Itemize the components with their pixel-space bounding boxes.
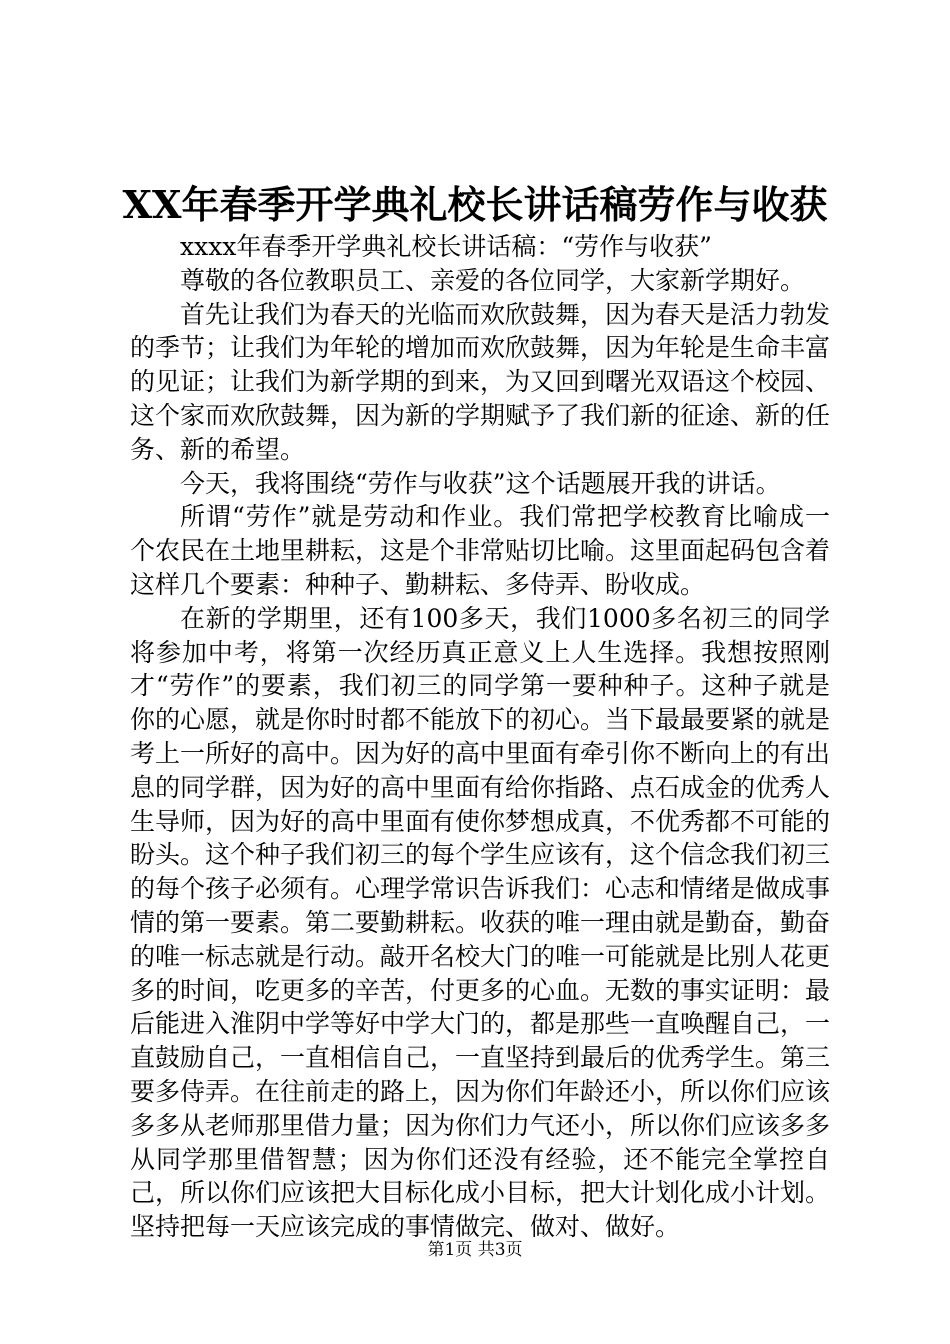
document-title: XX年春季开学典礼校长讲话稿劳作与收获 (122, 182, 828, 227)
document-body (130, 230, 830, 1244)
paragraph-subtitle: xxxx年春季开学典礼校长讲话稿：“劳作与收获” (180, 232, 712, 261)
paragraph-greeting: 尊敬的各位教职员工、亲爱的各位同学，大家新学期好。 (180, 265, 806, 295)
page-number-footer: 第1页 共3页 (427, 1240, 523, 1260)
paragraph-spring: 首先让我们为春天的光临而欢欣鼓舞，因为春天是活力勃发的季节；让我们为年轮的增加而欢欣鼓舞，因为年轮是生命丰富的见证；让我们为新学期的到来，为又回到曙光双语这个校园、这个家而欢欣鼓舞，因为新的学期赋予了我们新的征途、新的任务、新的希望。 (130, 299, 831, 464)
paragraph-topic: 今天，我将围绕“劳作与收获”这个话题展开我的讲话。 (180, 468, 781, 498)
paragraph-labor-definition: 所谓“劳作”就是劳动和作业。我们常把学校教育比喻成一个农民在土地里耕耘，这是个非常贴切比喻。这里面起码包含着这样几个要素：种种子、勤耕耘、多侍弄、盼收成。 (130, 502, 831, 599)
paragraph-grade-nine: 在新的学期里，还有100多天，我们1000多名初三的同学将参加中考，将第一次经历真正意义上人生选择。我想按照刚才“劳作”的要素，我们初三的同学第一要种种子。这种子就是你的心愿，就是你时时都不能放下的初心。当下最最要紧的就是考上一所好的高中。因为好的高中里面有牵引你不断向上的有出息的同学群，因为好的高中里面有给你指路、点石成金的优秀人生导师，因为好的高中里面有使你梦想成真，不优秀都不可能的盼头。这个种子我们初三的每个学生应该有，这个信念我们初三的每个孩子必须有。心理学常识告诉我们：心志和情绪是做成事情的第一要素。第二要勤耕耘。收获的唯一理由就是勤奋，勤奋的唯一标志就是行动。敲开名校大门的唯一可能就是比别人花更多的时间，吃更多的辛苦，付更多的心血。无数的事实证明：最后能进入淮阴中学等好中学大门的，都是那些一直唤醒自己，一直鼓励自己，一直相信自己，一直坚持到最后的优秀学生。第三要多侍弄。在往前走的路上，因为你们年龄还小，所以你们应该多多从老师那里借力量；因为你们力气还小，所以你们应该多多从同学那里借智慧；因为你们还没有经验，还不能完全掌控自己，所以你们应该把大目标化成小目标，把大计划化成小计划。坚持把每一天应该完成的事情做完、做对、做好。 (130, 603, 831, 1242)
